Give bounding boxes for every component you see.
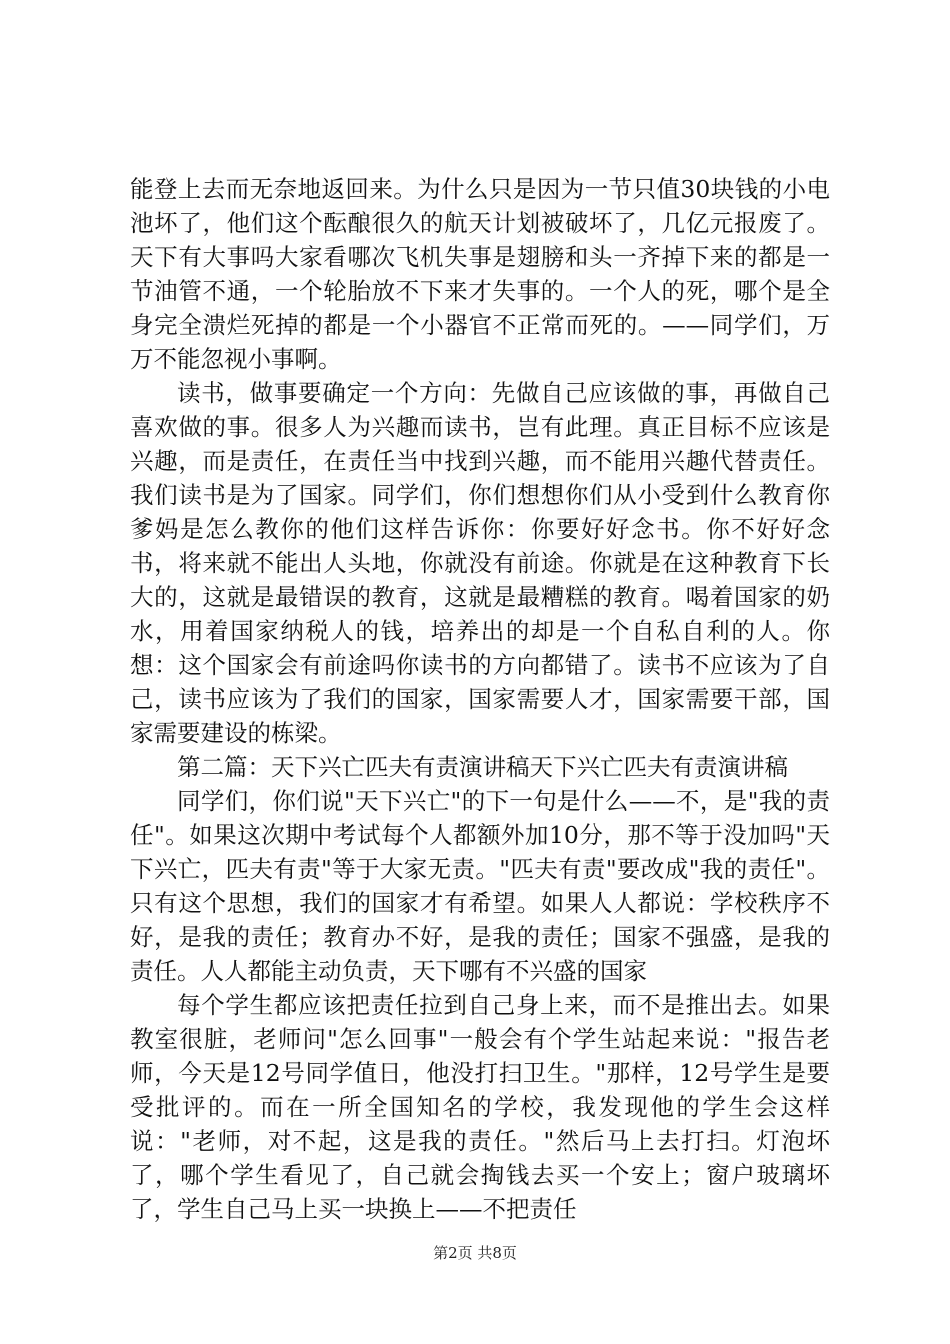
section-heading: 第二篇：天下兴亡匹夫有责演讲稿天下兴亡匹夫有责演讲稿 xyxy=(177,753,788,781)
paragraph-4: 每个学生都应该把责任拉到自己身上来，而不是推出去。如果教室很脏，老师问"怎么回事"一般会有个学生站起来说："报告老师，今天是12号同学值日，他没打扫卫生。"那样，12号学生是要受批评的。而在一所全国知名的学校，我发现他的学生会这样说："老师，对不起，这是我的责任。"然后马上去打扫。灯泡坏了，哪个学生看见了，自己就会掏钱去买一个安上；窗户玻璃坏了，学生自己马上买一块换上——不把责任 xyxy=(130,991,830,1223)
paragraph-3: 同学们，你们说"天下兴亡"的下一句是什么——不，是"我的责任"。如果这次期中考试每个人都额外加10分，那不等于没加吗"天下兴亡，匹夫有责"等于大家无责。"匹夫有责"要改成"我的责任"。只有这个思想，我们的国家才有希望。如果人人都说：学校秩序不好，是我的责任；教育办不好，是我的责任；国家不强盛，是我的责任。人人都能主动负责，天下哪有不兴盛的国家 xyxy=(130,787,830,985)
paragraph-1: 能登上去而无奈地返回来。为什么只是因为一节只值30块钱的小电池坏了，他们这个酝酿很久的航天计划被破坏了，几亿元报废了。天下有大事吗大家看哪次飞机失事是翅膀和头一齐掉下来的都是一节油管不通，一个轮胎放不下来才失事的。一个人的死，哪个是全身完全溃烂死掉的都是一个小器官不正常而死的。——同学们，万万不能忽视小事啊。 xyxy=(130,175,830,373)
page-number-footer: 第2页 共8页 xyxy=(433,1244,517,1262)
paragraph-2: 读书，做事要确定一个方向：先做自己应该做的事，再做自己喜欢做的事。很多人为兴趣而读书，岂有此理。真正目标不应该是兴趣，而是责任，在责任当中找到兴趣，而不能用兴趣代替责任。我们读书是为了国家。同学们，你们想想你们从小受到什么教育你爹妈是怎么教你的他们这样告诉你：你要好好念书。你不好好念书，将来就不能出人头地，你就没有前途。你就是在这种教育下长大的，这就是最错误的教育，这就是最糟糕的教育。喝着国家的奶水，用着国家纳税人的钱，培养出的却是一个自私自利的人。你想：这个国家会有前途吗你读书的方向都错了。读书不应该为了自己，读书应该为了我们的国家，国家需要人才，国家需要干部，国家需要建设的栋梁。 xyxy=(130,379,830,747)
document-body xyxy=(130,172,830,1226)
